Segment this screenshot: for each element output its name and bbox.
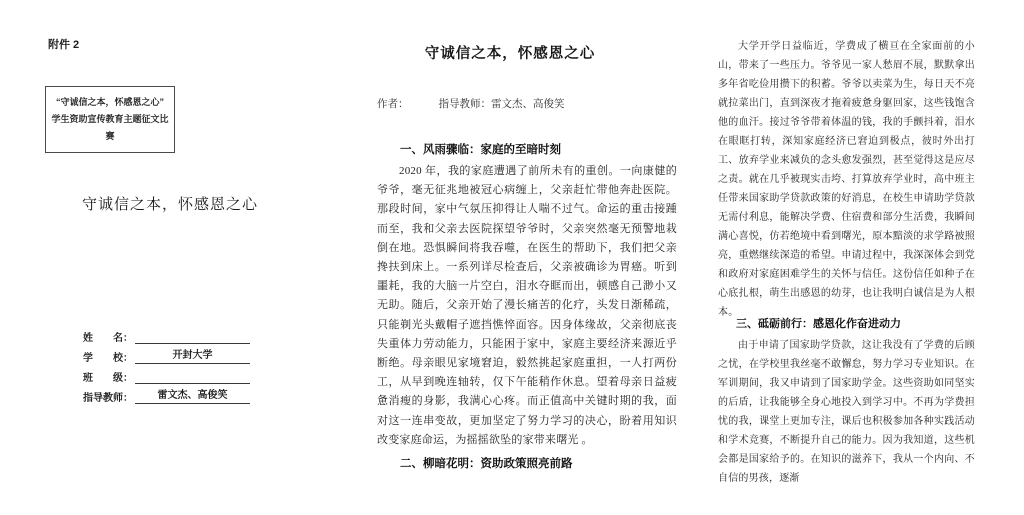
cover-title: 守诚信之本，怀感恩之心 — [81, 196, 258, 213]
cover-page — [0, 0, 340, 515]
section-1-paragraph: 2020 年，我的家庭遭遇了前所未有的重创。一向康健的爷爷，毫无征兆地被冠心病缠上，父亲赶忙带他奔赴医院。那段时间，家中气氛压抑得让人喘不过气。命运的重击接踵而至，我和父亲去医院探望爷爷时，父亲突然毫无预警地栽倒在地。恐惧瞬间将我吞噬，在医生的帮助下，我们把父亲搀扶到床上。一系列详尽检查后，父亲被确诊为胃癌。听到噩耗，我的大脑一片空白，泪水夺眶而出，顿感自己渺小又无助。随后，父亲开始了漫长痛苦的化疗，头发日渐稀疏，只能剃光头戴帽子遮挡憔悴面容。因身体缘故，父亲彻底丧失重体力劳动能力，只能困于家中，家庭主要经济来源近乎断绝。母亲眼见家境窘迫，毅然挑起家庭重担，一人打两份工，从早到晚连轴转，仅下午能稍作休息。望着母亲日益疲惫消瘦的身影，我满心心疼。而正值高中关键时期的我，面对这一连串变故，更加坚定了努力学习的决心，盼着用知识改变家庭命运，为摇摇欲坠的家带来曙光 。 — [377, 165, 677, 446]
field-value-name — [135, 329, 250, 344]
field-row-class — [83, 370, 250, 384]
section-2-paragraph: 大学开学日益临近，学费成了横亘在全家面前的小山，带来了一些压力。爷爷见一家人愁眉不展，默默拿出多年省吃俭用攒下的积蓄。爷爷以卖菜为生，每日天不亮就拉菜出门，直到深夜才拖着疲惫身躯回家，这些钱饱含他的血汗。接过爷爷带着体温的钱，我的手颤抖着，泪水在眼眶打转，深知家庭经济已窘迫到极点，彼时外出打工、放弃学业来减负的念头愈发强烈，甚至觉得这是应尽之责。就在几乎被现实击垮、打算放弃学业时，高中班主任带来国家助学贷款政策的好消息，在校生申请助学贷款无需付利息，能解决学费、住宿费和部分生活费，我瞬间满心喜悦，仿若绝境中看到曙光，原本黯淡的求学路被照亮，重燃继续深造的希望。申请过程中，我深深体会到党和政府对家庭困难学生的关怀与信任。这份信任如种子在心底扎根，萌生出感恩的幼芽，也让我明白诚信是为人根本。 — [718, 41, 975, 318]
field-row-name — [83, 330, 250, 344]
section-3-paragraph: 由于申请了国家助学贷款，这让我没有了学费的后顾之忧，在学校里我丝毫不敢懈怠，努力学习专业知识。在军训期间，我又申请到了国家助学金。这些资助如同坚实的后盾，让我能够全身心地投入到学习中。不再为学费担忧的我，课堂上更加专注，课后也积极参加各种实践活动和学术竞赛，不断提升自己的能力。因为我知道，这些机会都是国家给予的。在知识的滋养下，我从一个内向、不自信的男孩，逐渐 — [718, 340, 975, 484]
attachment-label: 附件 2 — [48, 39, 80, 51]
field-value-class — [135, 369, 250, 384]
field-label-advisor: 指导教师： — [83, 393, 133, 404]
section-1-heading: 一、风雨骤临：家庭的至暗时刻 — [400, 144, 561, 156]
field-row-advisor — [83, 390, 250, 404]
contest-title-line2: 学生资助宣传教育主题征文比赛 — [51, 114, 169, 141]
field-row-school — [83, 350, 250, 364]
essay-title: 守诚信之本，怀感恩之心 — [424, 46, 596, 62]
section-3-heading: 三、砥砺前行：感恩化作奋进动力 — [736, 318, 901, 330]
field-label-school: 学 校： — [83, 353, 133, 364]
field-label-class: 班 级： — [83, 373, 133, 384]
author-label: 作者： — [377, 99, 409, 110]
field-value-school: 开封大学 — [135, 349, 250, 364]
contest-title-box — [45, 86, 175, 153]
field-value-advisor: 雷文杰、高俊笑 — [135, 389, 250, 404]
field-label-name: 姓 名： — [83, 333, 133, 344]
author-line — [377, 96, 677, 111]
advisor-label: 指导教师：雷文杰、高俊笑 — [438, 99, 565, 110]
contest-title-line1: “守诚信之本，怀感恩之心” — [55, 97, 164, 107]
cover-fields — [83, 330, 250, 410]
section-2-heading: 二、柳暗花明：资助政策照亮前路 — [400, 458, 573, 470]
